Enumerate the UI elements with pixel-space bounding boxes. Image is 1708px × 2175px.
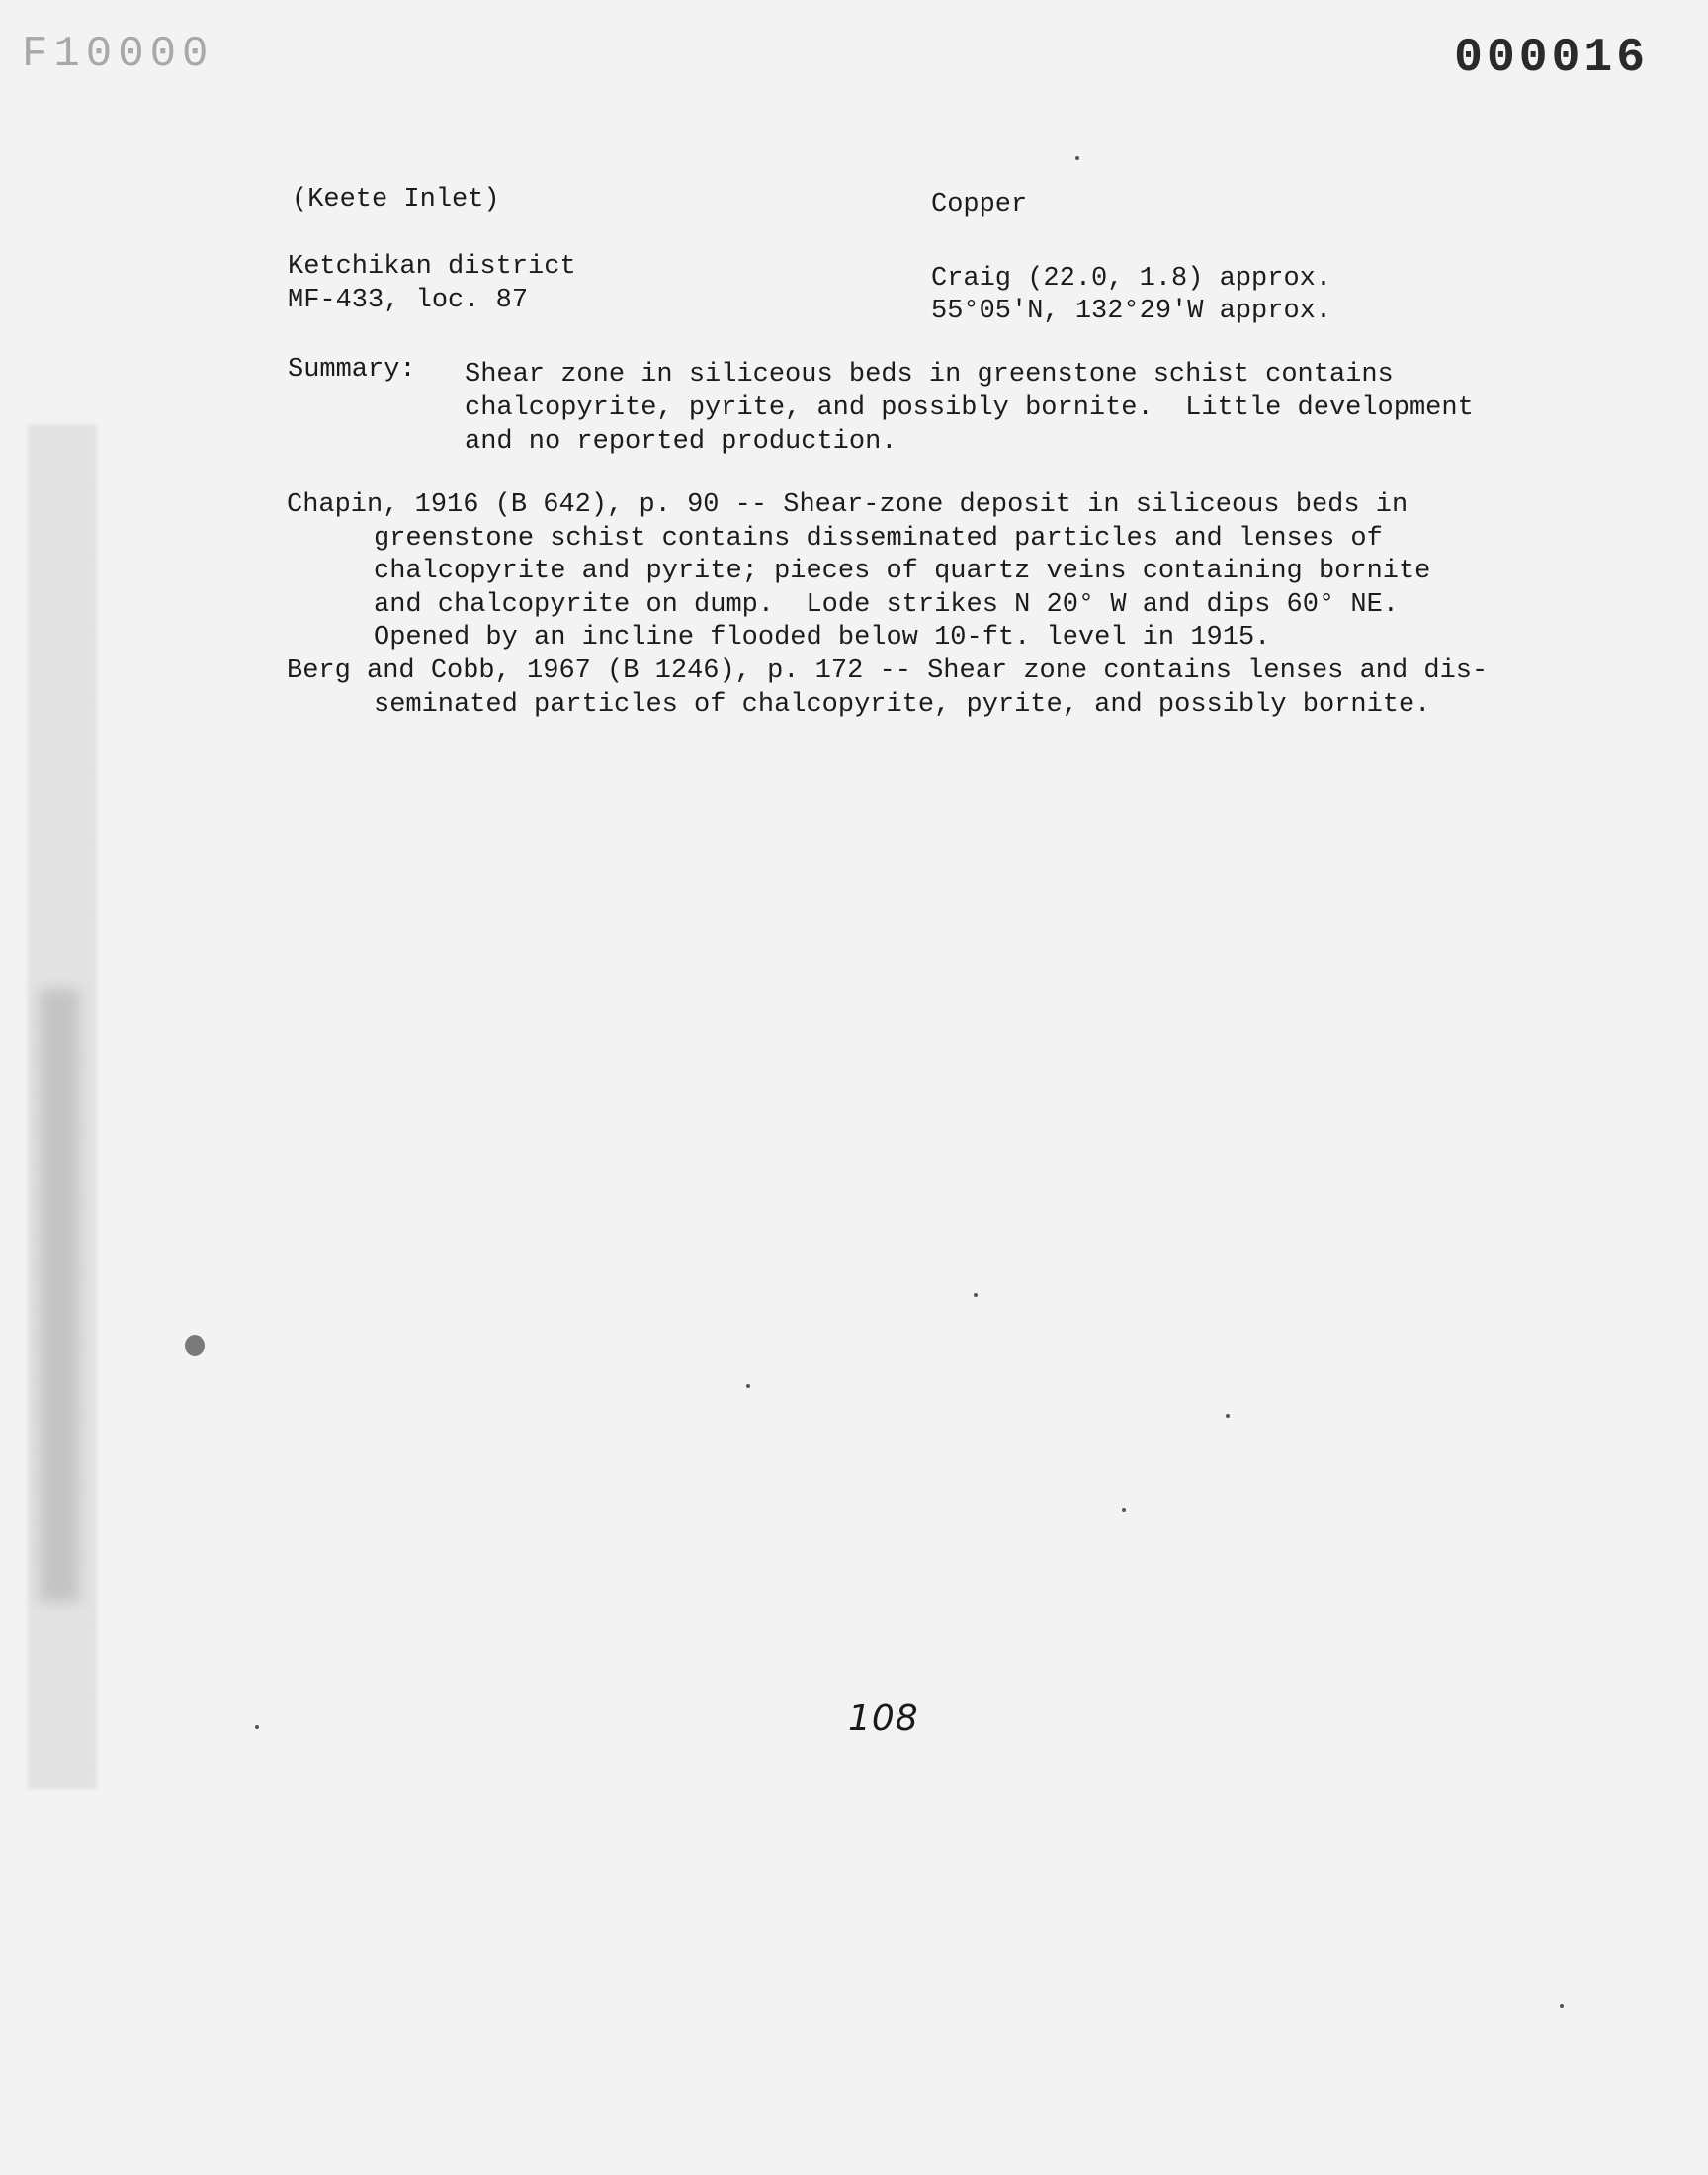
district: Ketchikan district	[288, 252, 576, 282]
reference-line: chalcopyrite and pyrite; pieces of quartz veins containing bornite	[374, 557, 1431, 586]
summary-label: Summary:	[288, 355, 416, 385]
place-name: (Keete Inlet)	[292, 185, 500, 215]
scan-dust	[1075, 156, 1079, 160]
scan-dust	[1560, 2004, 1564, 2008]
reference-line: Berg and Cobb, 1967 (B 1246), p. 172 -- Shear zone contains lenses and dis-	[287, 656, 1489, 686]
summary-line: Shear zone in siliceous beds in greenstone schist contains	[465, 360, 1394, 390]
scan-dust	[255, 1725, 259, 1729]
scan-dust	[1122, 1508, 1126, 1512]
summary-text	[465, 358, 1572, 459]
scan-dust	[974, 1293, 978, 1297]
reference-line: and chalcopyrite on dump. Lode strikes N 20° W and dips 60° NE.	[374, 589, 1399, 620]
page-number: 108	[848, 1698, 919, 1739]
summary-line: chalcopyrite, pyrite, and possibly bornite. Little development	[465, 393, 1474, 423]
reference-line: Chapin, 1916 (B 642), p. 90 -- Shear-zone deposit in siliceous beds in	[287, 490, 1409, 520]
summary-line: and no reported production.	[465, 427, 897, 457]
reference-line: seminated particles of chalcopyrite, pyrite, and possibly bornite.	[374, 689, 1431, 720]
frame-stamp-left: F10000	[22, 30, 214, 79]
scan-dust	[746, 1384, 750, 1388]
coordinates: 55°05'N, 132°29'W approx.	[931, 297, 1332, 326]
reference-line: greenstone schist contains disseminated particles and lenses of	[374, 523, 1383, 554]
scan-margin-shadow	[40, 989, 79, 1602]
commodity: Copper	[931, 190, 1028, 219]
reference-berg-cobb	[287, 655, 1601, 722]
quadrangle: Craig (22.0, 1.8) approx.	[931, 264, 1332, 294]
map-reference: MF-433, loc. 87	[288, 286, 529, 315]
reference-line: Opened by an incline flooded below 10-ft. level in 1915.	[374, 623, 1271, 652]
reference-chapin	[287, 489, 1601, 655]
scan-dust	[1226, 1414, 1230, 1418]
punch-hole-mark	[185, 1335, 205, 1356]
frame-stamp-right: 000016	[1454, 32, 1649, 85]
